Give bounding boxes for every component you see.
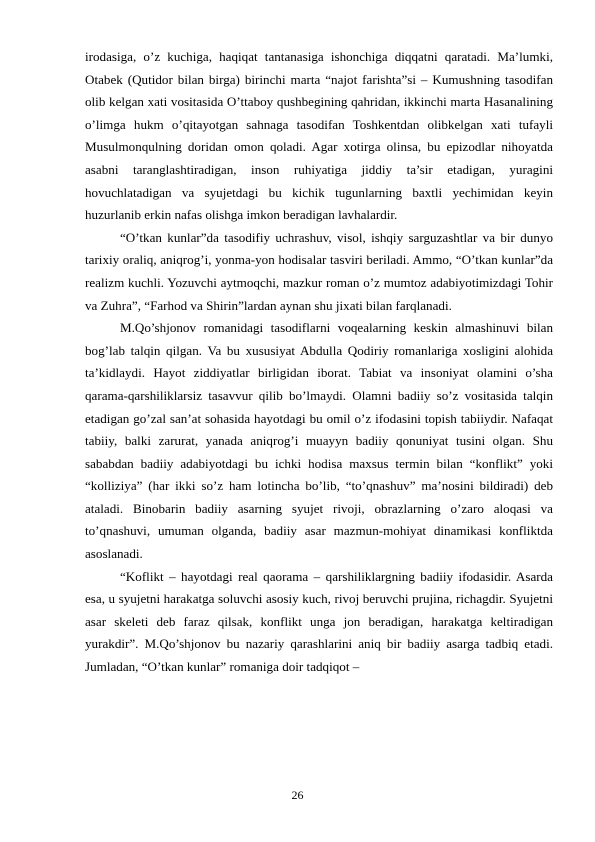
paragraph-2: “O’tkan kunlar”da tasodifiy uchrashuv, visol, ishqiy sarguzashtlar va bir dunyo tarixiy oraliq, aniqrog’i, yonma-yon hodisalar tasviri beriladi. Ammo, “O’tkan kunlar”da realizm kuchli. Yozuvchi aytmoqchi, mazkur roman o’z mumtoz adabiyotimizdagi Tohir va Zuhra”, “Farhod va Shirin”lardan aynan shu jixati bilan farqlanadi.	[85, 229, 553, 313]
page-number: 26	[291, 788, 304, 802]
paragraph-3: M.Qo’shjonov romanidagi tasodiflarni voqealarning keskin almashinuvi bilan bog’lab talqin qilgan. Va bu xususiyat Abdulla Qodiriy romanlariga xosligini alohida ta’kidlaydi. Hayot ziddiyatlar birligidan iborat. Tabiat va insoniyat olamini o’sha qarama-qarshiliklarsiz tasavvur qilib bo’lmaydi. Olamni badiiy so’z vositasida talqin etadigan go’zal san’at sohasida hayotdagi bu omil o’z ifodasini topish tabiiydir. Nafaqat tabiiy, balki zarurat, yanada aniqrog’i muayyn badiiy qonuniyat tusini olgan. Shu sababdan badiiy adabiyotdagi bu ichki hodisa maxsus termin bilan “konflikt” yoki “kolliziya” (har ikki so’z ham lotincha bo’lib, “to’qnashuv” ma’nosini bildiradi) deb ataladi. Binobarin badiiy asarning syujet rivoji, obrazlarning o’zaro aloqasi va to’qnashuvi, umuman olganda, badiiy asar mazmun-mohiyat dinamikasi konfliktda asoslanadi.	[85, 320, 553, 562]
paragraph-4: “Koflikt – hayotdagi real qaorama – qarshiliklargning badiiy ifodasidir. Asarda esa, u syujetni harakatga soluvchi asosiy kuch, rivoj beruvchi prujina, richagdir. Syujetni asar skeleti deb faraz qilsak, konflikt unga jon beradigan, harakatga keltiradigan yurakdir”. M.Qo’shjonov bu nazariy qarashlarini aniq bir badiiy asarga tadbiq etadi. Jumladan, “O’tkan kunlar” romaniga doir tadqiqot –	[85, 568, 553, 675]
paragraph-1: irodasiga, o’z kuchiga, haqiqat tantanasiga ishonchiga diqqatni qaratadi. Ma’lumki, Otabek (Qutidor bilan birga) birinchi marta “najot farishta”si – Kumushning tasodifan olib kelgan xati vositasida O’ttaboy qushbegining qahridan, ikkinchi marta Hasanalining o’limga hukm o’qitayotgan sahnaga tasodifan Toshkentdan olibkelgan xati tufayli Musulmonqulning doridan omon qoladi. Agar xotirga olinsa, bu epizodlar nihoyatda asabni taranglashtiradigan, inson ruhiyatiga jiddiy ta’sir etadigan, yuragini hovuchlatadigan va syujetdagi bu kichik tugunlarning baxtli yechimidan keyin huzurlanib erkin nafas olishga imkon beradigan lavhalardir.	[85, 49, 553, 223]
page-body	[85, 46, 553, 679]
